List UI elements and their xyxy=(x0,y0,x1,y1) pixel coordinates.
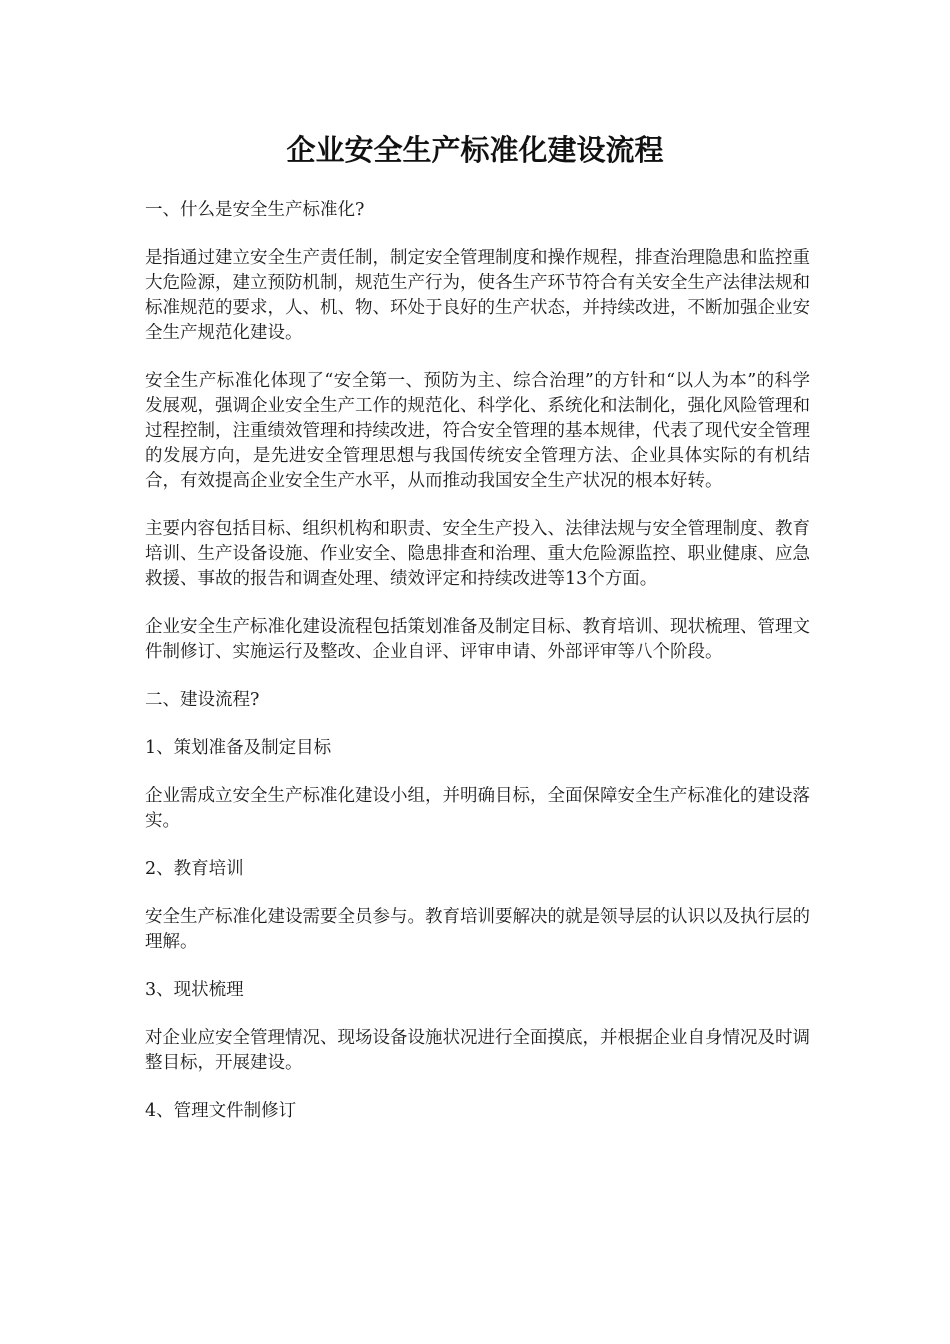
section-heading-process: 二、建设流程? xyxy=(145,690,260,710)
document-body xyxy=(145,198,810,1147)
paragraph-principles: 安全生产标准化体现了“安全第一、预防为主、综合治理”的方针和“以人为本”的科学发展观，强调企业安全生产工作的规范化、科学化、系统化和法制化，强化风险管理和过程控制，注重绩效管理和持续改进，符合安全管理的基本规律，代表了现代安全管理的发展方向，是先进安全管理思想与我国传统安全管理方法、企业具体实际的有机结合，有效提高企业安全生产水平，从而推动我国安全生产状况的根本好转。 xyxy=(145,371,810,491)
step-heading-3: 3、现状梳理 xyxy=(145,980,244,1000)
step-heading-4: 4、管理文件制修订 xyxy=(145,1101,297,1121)
step-heading-1: 1、策划准备及制定目标 xyxy=(145,738,332,758)
paragraph-process-overview: 企业安全生产标准化建设流程包括策划准备及制定目标、教育培训、现状梳理、管理文件制修订、实施运行及整改、企业自评、评审申请、外部评审等八个阶段。 xyxy=(145,617,810,662)
step-heading-2: 2、教育培训 xyxy=(145,859,244,879)
paragraph-main-content: 主要内容包括目标、组织机构和职责、安全生产投入、法律法规与安全管理制度、教育培训、生产设备设施、作业安全、隐患排查和治理、重大危险源监控、职业健康、应急救援、事故的报告和调查处理、绩效评定和持续改进等13个方面。 xyxy=(145,519,810,589)
step-paragraph-2: 安全生产标准化建设需要全员参与。教育培训要解决的就是领导层的认识以及执行层的理解。 xyxy=(145,907,810,952)
step-paragraph-3: 对企业应安全管理情况、现场设备设施状况进行全面摸底，并根据企业自身情况及时调整目标，开展建设。 xyxy=(145,1028,810,1073)
step-paragraph-1: 企业需成立安全生产标准化建设小组，并明确目标，全面保障安全生产标准化的建设落实。 xyxy=(145,786,810,831)
section-heading-what-is: 一、什么是安全生产标准化? xyxy=(145,200,365,220)
document-title: 企业安全生产标准化建设流程 xyxy=(286,133,664,167)
paragraph-definition: 是指通过建立安全生产责任制，制定安全管理制度和操作规程，排查治理隐患和监控重大危险源，建立预防机制，规范生产行为，使各生产环节符合有关安全生产法律法规和标准规范的要求，人、机、物、环处于良好的生产状态，并持续改进，不断加强企业安全生产规范化建设。 xyxy=(145,248,810,343)
